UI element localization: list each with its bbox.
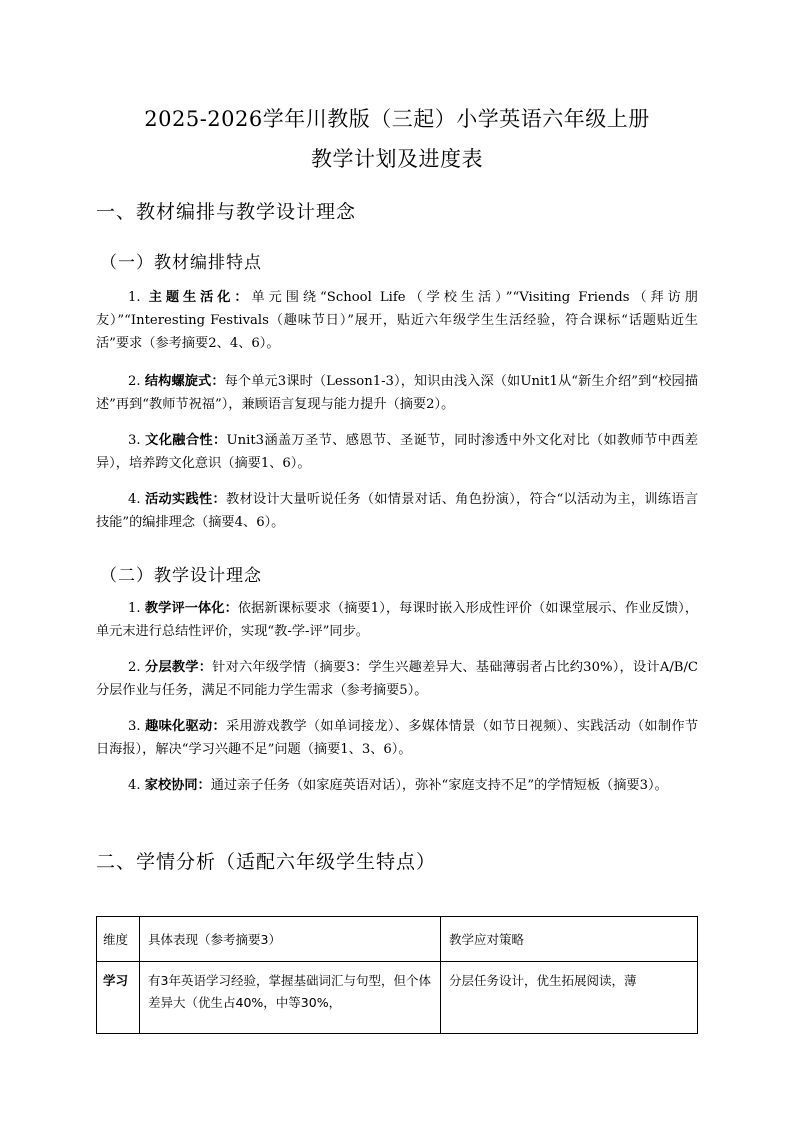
paragraph-8 bbox=[96, 774, 698, 797]
subsection-heading-1: （一）教材编排特点 bbox=[100, 253, 262, 273]
item-keyword: 家校协同： bbox=[144, 778, 211, 793]
item-keyword: 教学评一体化： bbox=[144, 601, 238, 616]
table-header-cell: 具体表现（参考摘要3） bbox=[140, 917, 441, 962]
paragraph-3 bbox=[96, 429, 698, 475]
document-title: 2025-2026学年川教版（三起）小学英语六年级上册 bbox=[144, 107, 650, 131]
table-row bbox=[97, 962, 698, 1034]
paragraph-4 bbox=[96, 488, 698, 534]
item-text: 针对六年级学情（摘要3：学生兴趣差异大、基础薄弱者占比约30%），设计A/B/C分层作业与任务，满足不同能力学生需求（参考摘要5）。 bbox=[96, 660, 699, 698]
paragraph-6 bbox=[96, 656, 698, 702]
item-keyword: 分层教学： bbox=[145, 660, 213, 675]
item-number: 4. bbox=[128, 492, 146, 507]
table-cell: 分层任务设计，优生拓展阅读，薄 bbox=[441, 962, 698, 1034]
item-number: 3. bbox=[128, 433, 146, 448]
item-keyword: 文化融合性： bbox=[145, 433, 227, 448]
item-keyword: 活动实践性： bbox=[145, 492, 226, 507]
item-text: 采用游戏教学（如单词接龙）、多媒体情景（如节日视频）、实践活动（如制作节日海报），解决“学习兴趣不足”问题（摘要1、3、6）。 bbox=[96, 719, 699, 757]
item-number: 3. bbox=[128, 719, 146, 734]
paragraph-1 bbox=[96, 286, 698, 355]
table-cell: 学习 bbox=[97, 962, 140, 1034]
paragraph-5 bbox=[96, 597, 698, 643]
table-cell: 有3年英语学习经验，掌握基础词汇与句型，但个体差异大（优生占40%，中等30%， bbox=[140, 962, 441, 1034]
section-heading-1: 一、教材编排与教学设计理念 bbox=[96, 201, 357, 223]
item-number: 2. bbox=[128, 374, 145, 389]
table-header-row bbox=[97, 917, 698, 962]
item-number: 1. bbox=[128, 601, 145, 616]
item-text: 依据新课标要求（摘要1），每课时嵌入形成性评价（如课堂展示、作业反馈），单元末进行总结性评价，实现“教-学-评”同步。 bbox=[96, 601, 699, 639]
section-heading-2: 二、学情分析（适配六年级学生特点） bbox=[96, 851, 437, 873]
paragraph-7 bbox=[96, 715, 698, 761]
item-text: 教材设计大量听说任务（如情景对话、角色扮演），符合“以活动为主，训练语言技能”的编排理念（摘要4、6）。 bbox=[96, 492, 699, 530]
table-header-cell: 教学应对策略 bbox=[441, 917, 698, 962]
item-text: 通过亲子任务（如家庭英语对话），弥补“家庭支持不足”的学情短板（摘要3）。 bbox=[210, 778, 668, 793]
item-text: 单元围绕“School Life（学校生活）”“Visiting Friends（拜访朋友）”“Interesting Festivals（趣味节日）”展开，贴近六年级学生生活经验，符合课标“话题贴近生活”要求（参考摘要2、4、6）。 bbox=[96, 290, 698, 351]
item-keyword: 主题生活化： bbox=[148, 290, 252, 305]
learner-analysis-table bbox=[96, 916, 698, 1034]
table-header-cell: 维度 bbox=[97, 917, 140, 962]
document-subtitle: 教学计划及进度表 bbox=[311, 147, 483, 171]
item-number: 4. bbox=[128, 778, 145, 793]
item-number: 1. bbox=[128, 290, 149, 305]
subsection-heading-2: （二）教学设计理念 bbox=[100, 566, 262, 586]
paragraph-2 bbox=[96, 370, 698, 416]
item-keyword: 结构螺旋式： bbox=[144, 374, 225, 389]
item-keyword: 趣味化驱动： bbox=[145, 719, 226, 734]
item-text: 每个单元3课时（Lesson1-3），知识由浅入深（如Unit1从“新生介绍”到“校园描述”再到“教师节祝福”），兼顾语言复现与能力提升（摘要2）。 bbox=[96, 374, 699, 412]
item-number: 2. bbox=[128, 660, 146, 675]
item-text: Unit3涵盖万圣节、感恩节、圣诞节，同时渗透中外文化对比（如教师节中西差异），培养跨文化意识（摘要1、6）。 bbox=[96, 433, 699, 471]
